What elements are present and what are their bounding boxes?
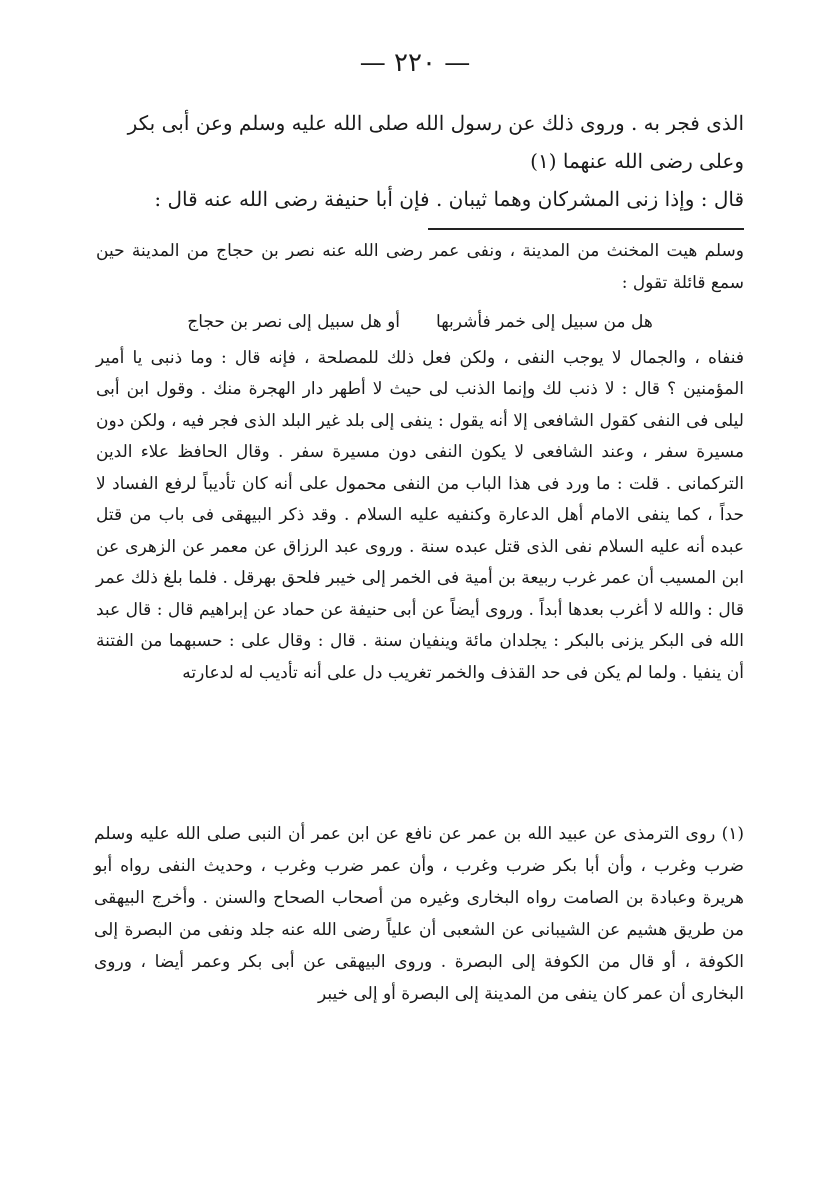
commentary-intro: وسلم هيت المخنث من المدينة ، ونفى عمر رضى الله عنه نصر بن حجاج من المدينة حين سمع قائلة تقول : (96, 241, 744, 293)
verse-second-hemistich: أو هل سبيل إلى نصر بن حجاج (187, 312, 401, 332)
separator-rule (428, 228, 744, 230)
main-line: قال : وإذا زنى المشركان وهما ثيبان . فإن أبا حنيفة رضى الله عنه قال : (154, 187, 744, 211)
verse-first-hemistich: هل من سبيل إلى خمر فأشربها (436, 312, 653, 332)
main-line: وعلى رضى الله عنهما (١) (530, 149, 744, 173)
poetry-verse (96, 307, 744, 339)
main-text (94, 104, 744, 218)
main-line: الذى فجر به . وروى ذلك عن رسول الله صلى الله عليه وسلم وعن أبى بكر (127, 111, 744, 135)
commentary-text (96, 236, 744, 689)
footnotes (94, 818, 744, 1010)
commentary-body: فنفاه ، والجمال لا يوجب النفى ، ولكن فعل ذلك للمصلحة ، فإنه قال : وما ذنبى يا أمير المؤمنين ؟ قال : لا ذنب لك وإنما الذنب لى حيث لا أطهر دار الهجرة منك . وقول ابن أبى ليلى فى النفى كقول الشافعى إلا أنه يقول : ينفى إلى بلد غير البلد الذى فجر فيه ، ولكن دون مسيرة سفر ، وعند الشافعى لا يكون النفى دون مسيرة سفر . وقال الحافظ علاء الدين التركمانى . قلت : ما ورد فى هذا الباب من النفى محمول على أنه كان تأديباً لرفع الفساد لا حداً ، كما ينفى الامام أهل الدعارة وكنفيه عليه السلام . وقد ذكر البيهقى فى باب من قتل عبده أنه عليه السلام نفى الذى قتل عبده سنة . وروى عبد الرزاق عن معمر عن الزهرى عن ابن المسيب أن عمر غرب ربيعة بن أمية فى الخمر إلى خيبر فلحق بهرقل . فلما بلغ ذلك عمر قال : والله لا أغرب بعدها أبداً . وروى أيضاً عن أبى حنيفة عن حماد عن إبراهيم قال : قال عبد الله فى البكر يزنى بالبكر : يجلدان مائة وينفيان سنة . قال : وقال على : حسبهما من الفتنة أن ينفيا . ولما لم يكن فى حد القذف والخمر تغريب دل على أنه تأديب له لدعارته (96, 347, 744, 683)
page-number: — ٢٢٠ — (359, 48, 471, 78)
footnote-1: (١) روى الترمذى عن عبيد الله بن عمر عن نافع عن ابن عمر أن النبى صلى الله عليه وسلم ضرب وغرب ، وأن أبا بكر ضرب وغرب ، وأن عمر ضرب وغرب ، وحديث النفى رواه أبو هريرة وعبادة بن الصامت رواه البخارى وغيره من أصحاب الصحاح والسنن . وأخرج البيهقى من طريق هشيم عن الشيبانى عن الشعبى أن علياً رضى الله عنه جلد ونفى من البصرة إلى الكوفة ، أو قال من الكوفة إلى البصرة . وروى البيهقى عن أبى بكر وعمر أيضا ، وروى البخارى أن عمر كان ينفى من المدينة إلى البصرة أو إلى خيبر (94, 824, 744, 1004)
